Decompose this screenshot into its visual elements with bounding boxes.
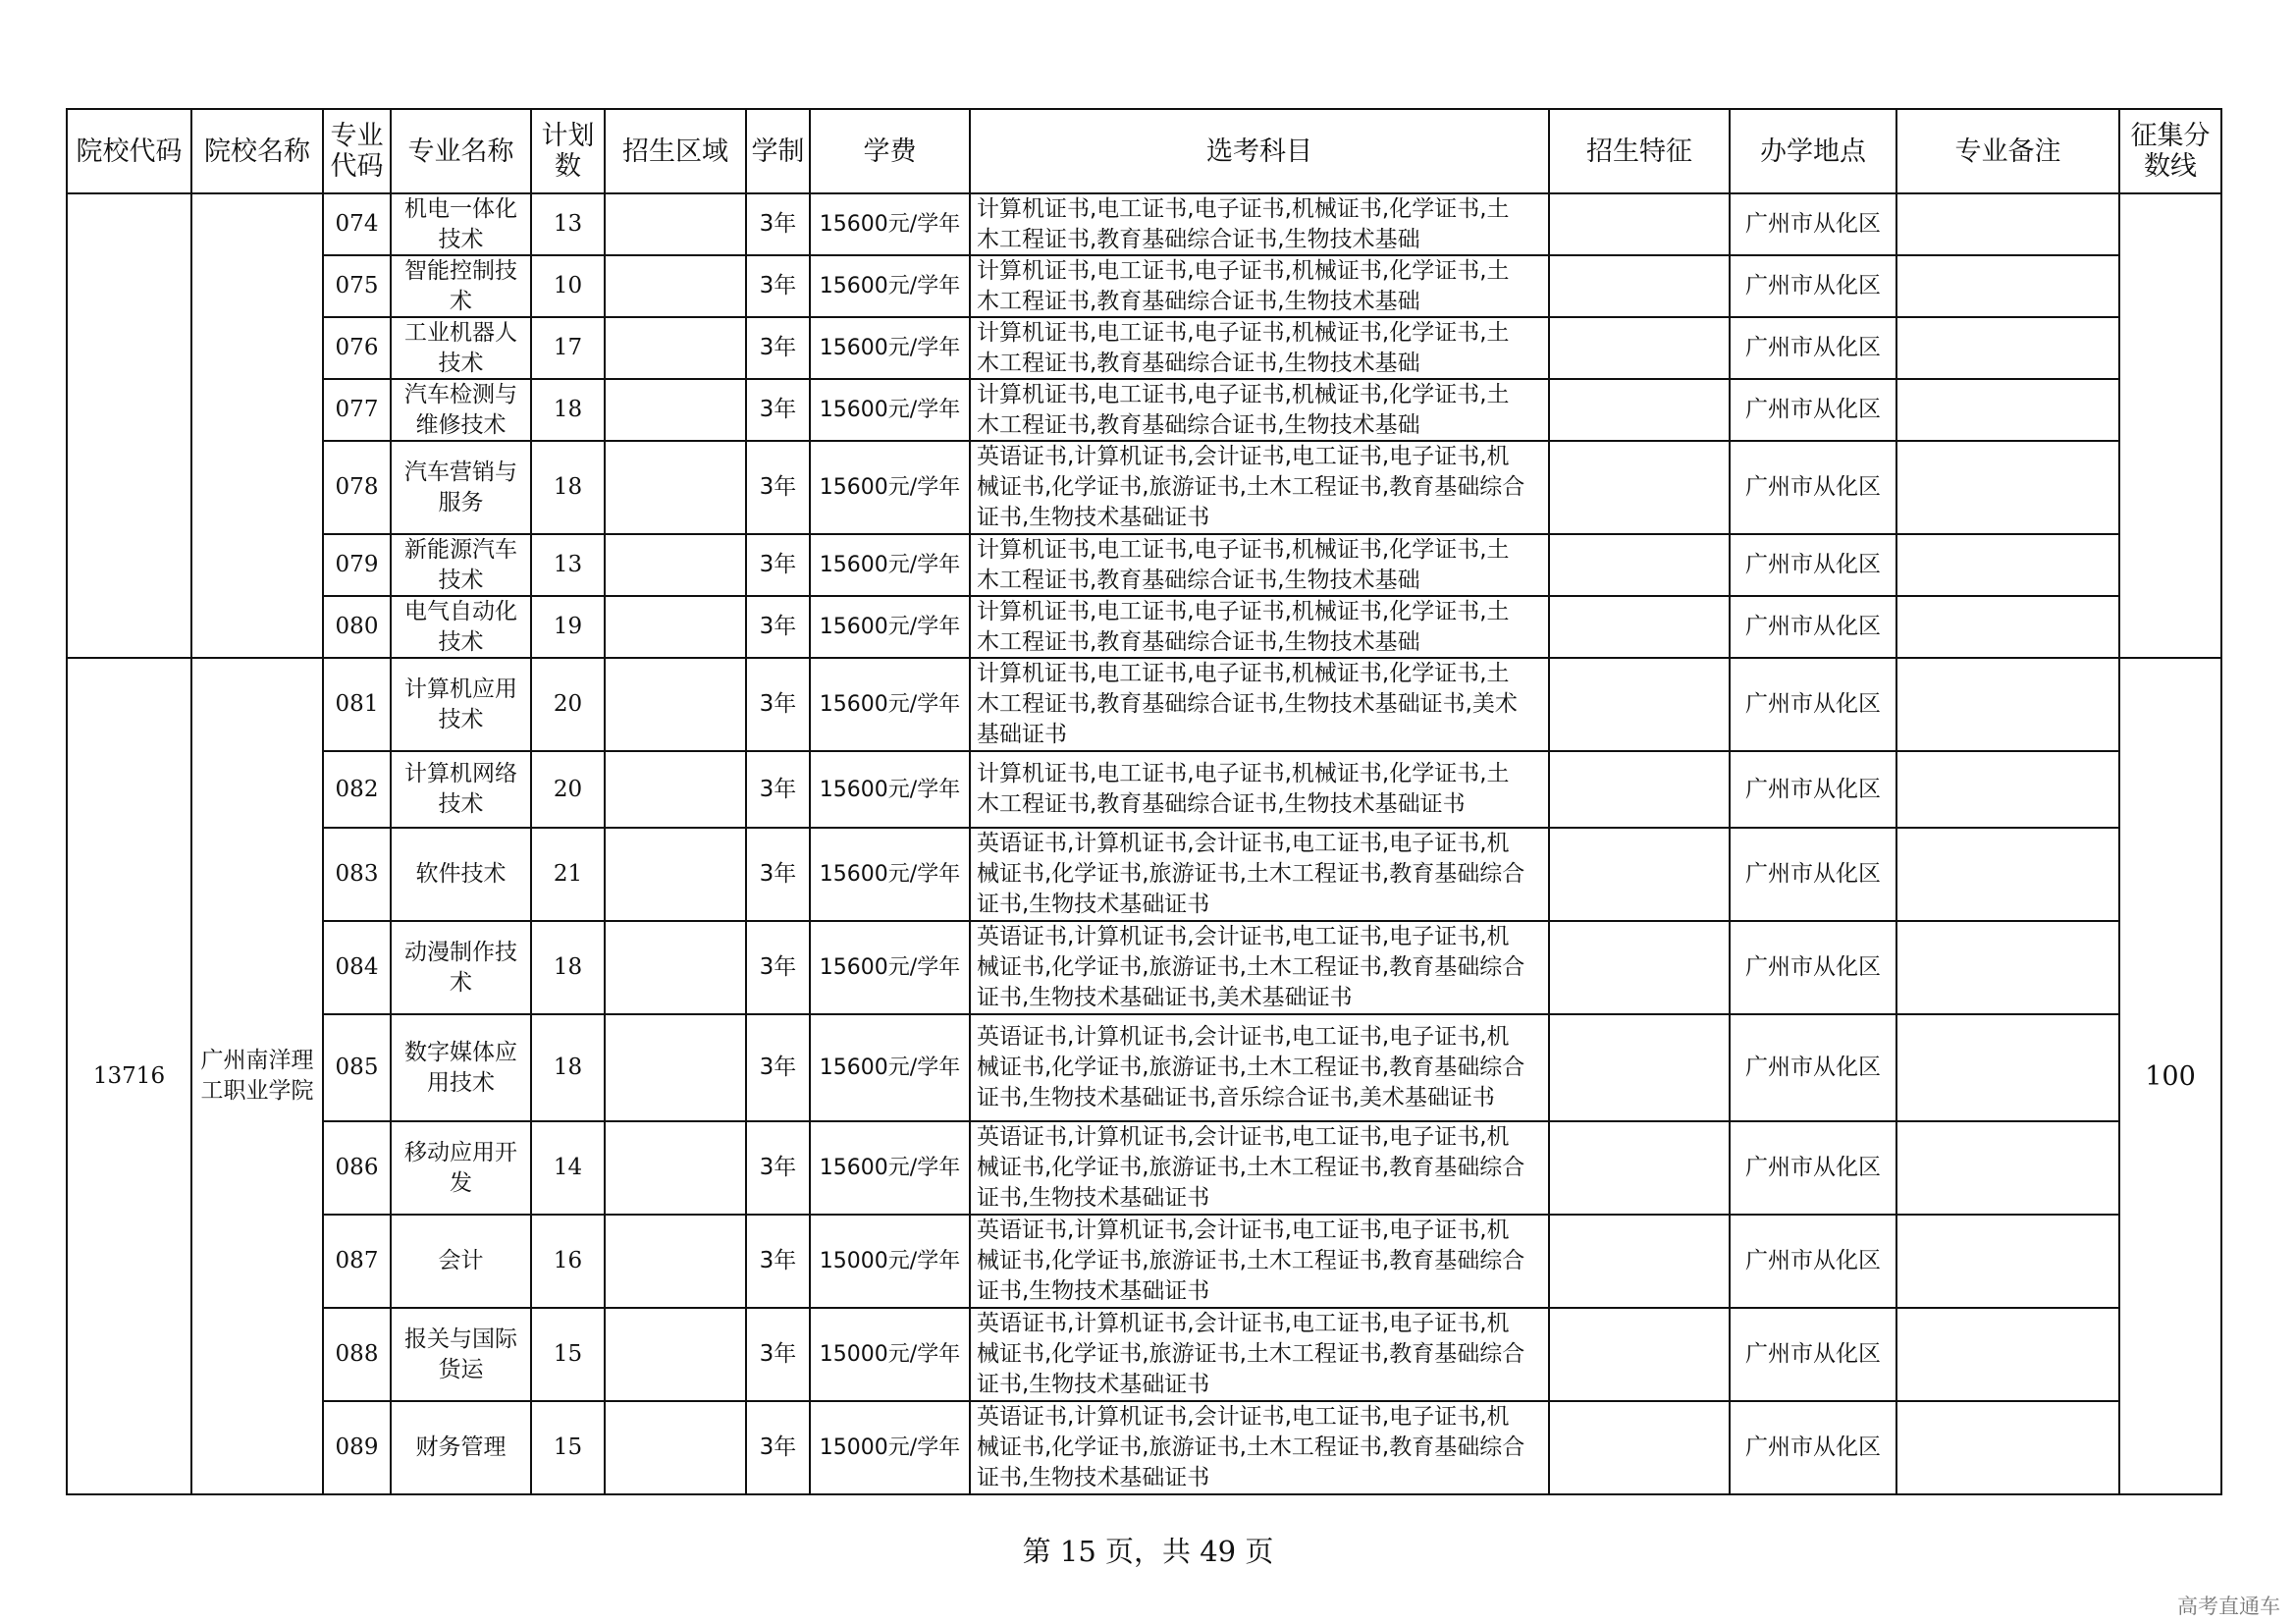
subjects-cell: [970, 1121, 1549, 1215]
watermark: 高考直通车: [2177, 1595, 2280, 1618]
table-row: [67, 1215, 2221, 1308]
subjects-text: 英语证书,计算机证书,会计证书,电工证书,电子证书,机械证书,化学证书,旅游证书,土木工程证书,教育基础综合证书,生物技术基础证书,美术基础证书: [977, 924, 1525, 1010]
page-number: 第 15 页，共 49 页: [1022, 1535, 1274, 1568]
tuition-cell: 15000元/学年: [810, 1215, 970, 1308]
duration-cell: 3年: [746, 1014, 810, 1121]
tuition-cell: 15000元/学年: [810, 1308, 970, 1401]
tuition-cell: 15600元/学年: [810, 317, 970, 379]
remark-cell: [1896, 658, 2119, 751]
plan-cell: 14: [531, 1121, 605, 1215]
subjects-text: 英语证书,计算机证书,会计证书,电工证书,电子证书,机械证书,化学证书,旅游证书,土木工程证书,教育基础综合证书,生物技术基础证书: [977, 1404, 1525, 1490]
school-name-cell: [191, 658, 323, 1494]
subjects-cell: [970, 1401, 1549, 1494]
feature-cell: [1549, 1121, 1730, 1215]
remark-cell: [1896, 1401, 2119, 1494]
region-cell: [605, 658, 746, 751]
header-score: [2119, 109, 2221, 193]
major-code-cell: 081: [323, 658, 391, 751]
header-subjects: 选考科目: [970, 109, 1549, 193]
plan-cell: 21: [531, 828, 605, 921]
plan-cell: 15: [531, 1308, 605, 1401]
feature-cell: [1549, 441, 1730, 534]
major-code-cell: 085: [323, 1014, 391, 1121]
subjects-text: 英语证书,计算机证书,会计证书,电工证书,电子证书,机械证书,化学证书,旅游证书,土木工程证书,教育基础综合证书,生物技术基础证书: [977, 1124, 1525, 1211]
major-name: 机电一体化技术: [404, 196, 517, 252]
major-code-cell: 086: [323, 1121, 391, 1215]
duration-cell: 3年: [746, 1215, 810, 1308]
subjects-text: 英语证书,计算机证书,会计证书,电工证书,电子证书,机械证书,化学证书,旅游证书,土木工程证书,教育基础综合证书,生物技术基础证书: [977, 1218, 1525, 1304]
subjects-cell: [970, 1308, 1549, 1401]
region-cell: [605, 1121, 746, 1215]
major-code-cell: 075: [323, 255, 391, 317]
subjects-cell: [970, 1215, 1549, 1308]
region-cell: [605, 534, 746, 596]
subjects-text: 英语证书,计算机证书,会计证书,电工证书,电子证书,机械证书,化学证书,旅游证书,土木工程证书,教育基础综合证书,生物技术基础证书: [977, 1311, 1525, 1397]
subjects-cell: [970, 534, 1549, 596]
table-row: [67, 255, 2221, 317]
header-major-code-text: 专业代码: [330, 121, 384, 182]
major-name-cell: [391, 1121, 531, 1215]
major-name-cell: [391, 1401, 531, 1494]
region-cell: [605, 379, 746, 441]
school-name-cell-group-1: [191, 193, 323, 658]
table-row: [67, 193, 2221, 255]
major-name: 智能控制技术: [404, 258, 517, 314]
remark-cell: [1896, 534, 2119, 596]
header-region: 招生区域: [605, 109, 746, 193]
region-cell: [605, 596, 746, 658]
major-code-cell: 089: [323, 1401, 391, 1494]
major-name-cell: [391, 1014, 531, 1121]
major-name: 计算机应用技术: [404, 676, 517, 732]
subjects-text: 英语证书,计算机证书,会计证书,电工证书,电子证书,机械证书,化学证书,旅游证书,土木工程证书,教育基础综合证书,生物技术基础证书,音乐综合证书,美术基础证书: [977, 1024, 1525, 1110]
duration-cell: 3年: [746, 1401, 810, 1494]
major-name-cell: [391, 534, 531, 596]
remark-cell: [1896, 441, 2119, 534]
major-code-cell: 088: [323, 1308, 391, 1401]
major-code-cell: 084: [323, 921, 391, 1014]
major-code-cell: 074: [323, 193, 391, 255]
major-name: 软件技术: [415, 861, 507, 887]
header-feature: 招生特征: [1549, 109, 1730, 193]
header-major-name: 专业名称: [391, 109, 531, 193]
table-header-row: [67, 109, 2221, 193]
location-cell: 广州市从化区: [1730, 441, 1896, 534]
duration-cell: 3年: [746, 751, 810, 828]
subjects-text: 计算机证书,电工证书,电子证书,机械证书,化学证书,土木工程证书,教育基础综合证书,生物技术基础: [977, 196, 1510, 252]
table-row: [67, 658, 2221, 751]
table-row: [67, 1121, 2221, 1215]
duration-cell: 3年: [746, 658, 810, 751]
major-name: 工业机器人技术: [404, 320, 517, 376]
location-cell: 广州市从化区: [1730, 658, 1896, 751]
remark-cell: [1896, 1308, 2119, 1401]
plan-cell: 18: [531, 441, 605, 534]
remark-cell: [1896, 317, 2119, 379]
region-cell: [605, 1215, 746, 1308]
location-cell: 广州市从化区: [1730, 534, 1896, 596]
remark-cell: [1896, 751, 2119, 828]
duration-cell: 3年: [746, 1308, 810, 1401]
location-cell: 广州市从化区: [1730, 596, 1896, 658]
table-row: [67, 441, 2221, 534]
table-row: [67, 921, 2221, 1014]
major-name-cell: [391, 441, 531, 534]
major-name-cell: [391, 1215, 531, 1308]
duration-cell: 3年: [746, 596, 810, 658]
location-cell: 广州市从化区: [1730, 1401, 1896, 1494]
table-row: [67, 828, 2221, 921]
major-name-cell: [391, 193, 531, 255]
plan-cell: 10: [531, 255, 605, 317]
major-name: 报关与国际货运: [404, 1326, 517, 1382]
region-cell: [605, 1014, 746, 1121]
school-code-cell: 13716: [67, 658, 191, 1494]
header-remark: 专业备注: [1896, 109, 2119, 193]
remark-cell: [1896, 193, 2119, 255]
feature-cell: [1549, 255, 1730, 317]
major-name-cell: [391, 751, 531, 828]
location-cell: 广州市从化区: [1730, 193, 1896, 255]
tuition-cell: 15600元/学年: [810, 751, 970, 828]
subjects-text: 计算机证书,电工证书,电子证书,机械证书,化学证书,土木工程证书,教育基础综合证书,生物技术基础: [977, 599, 1510, 655]
location-cell: 广州市从化区: [1730, 379, 1896, 441]
remark-cell: [1896, 921, 2119, 1014]
tuition-cell: 15600元/学年: [810, 534, 970, 596]
table-row: [67, 751, 2221, 828]
location-cell: 广州市从化区: [1730, 1308, 1896, 1401]
table-row: [67, 1308, 2221, 1401]
region-cell: [605, 317, 746, 379]
plan-cell: 13: [531, 193, 605, 255]
table-row: [67, 317, 2221, 379]
header-location: 办学地点: [1730, 109, 1896, 193]
major-code-cell: 083: [323, 828, 391, 921]
tuition-cell: 15600元/学年: [810, 441, 970, 534]
location-cell: 广州市从化区: [1730, 828, 1896, 921]
header-plan-text: 计划数: [541, 121, 595, 182]
major-name: 汽车检测与维修技术: [404, 382, 517, 438]
header-score-text: 征集分数线: [2130, 121, 2211, 182]
major-code-cell: 082: [323, 751, 391, 828]
major-name: 移动应用开发: [404, 1139, 517, 1196]
plan-cell: 18: [531, 379, 605, 441]
plan-cell: 16: [531, 1215, 605, 1308]
major-name: 会计: [438, 1248, 484, 1273]
plan-cell: 19: [531, 596, 605, 658]
plan-cell: 18: [531, 1014, 605, 1121]
school-name: 广州南洋理工职业学院: [200, 1048, 314, 1104]
subjects-cell: [970, 317, 1549, 379]
subjects-cell: [970, 828, 1549, 921]
subjects-text: 计算机证书,电工证书,电子证书,机械证书,化学证书,土木工程证书,教育基础综合证书,生物技术基础证书,美术基础证书: [977, 661, 1518, 747]
feature-cell: [1549, 658, 1730, 751]
remark-cell: [1896, 1215, 2119, 1308]
plan-cell: 20: [531, 751, 605, 828]
major-name: 新能源汽车技术: [404, 537, 517, 593]
feature-cell: [1549, 534, 1730, 596]
duration-cell: 3年: [746, 921, 810, 1014]
subjects-text: 英语证书,计算机证书,会计证书,电工证书,电子证书,机械证书,化学证书,旅游证书,土木工程证书,教育基础综合证书,生物技术基础证书: [977, 831, 1525, 917]
region-cell: [605, 441, 746, 534]
subjects-cell: [970, 596, 1549, 658]
tuition-cell: 15600元/学年: [810, 255, 970, 317]
duration-cell: 3年: [746, 534, 810, 596]
feature-cell: [1549, 596, 1730, 658]
feature-cell: [1549, 751, 1730, 828]
major-code-cell: 076: [323, 317, 391, 379]
subjects-text: 英语证书,计算机证书,会计证书,电工证书,电子证书,机械证书,化学证书,旅游证书,土木工程证书,教育基础综合证书,生物技术基础证书: [977, 444, 1525, 530]
plan-cell: 15: [531, 1401, 605, 1494]
remark-cell: [1896, 255, 2119, 317]
subjects-cell: [970, 441, 1549, 534]
subjects-cell: [970, 379, 1549, 441]
table-row: [67, 534, 2221, 596]
feature-cell: [1549, 1014, 1730, 1121]
header-school-name: 院校名称: [191, 109, 323, 193]
subjects-cell: [970, 921, 1549, 1014]
remark-cell: [1896, 379, 2119, 441]
admission-table: [66, 108, 2222, 1495]
subjects-cell: [970, 658, 1549, 751]
tuition-cell: 15600元/学年: [810, 193, 970, 255]
score-cell-group-1: [2119, 193, 2221, 658]
tuition-cell: 15600元/学年: [810, 379, 970, 441]
major-name-cell: [391, 317, 531, 379]
table-row: [67, 1401, 2221, 1494]
major-name: 财务管理: [415, 1435, 507, 1460]
major-code-cell: 078: [323, 441, 391, 534]
duration-cell: 3年: [746, 379, 810, 441]
major-code-cell: 087: [323, 1215, 391, 1308]
feature-cell: [1549, 1308, 1730, 1401]
region-cell: [605, 828, 746, 921]
location-cell: 广州市从化区: [1730, 255, 1896, 317]
major-code-cell: 077: [323, 379, 391, 441]
major-code-cell: 080: [323, 596, 391, 658]
tuition-cell: 15600元/学年: [810, 921, 970, 1014]
major-code-cell: 079: [323, 534, 391, 596]
school-code-cell-group-1: [67, 193, 191, 658]
header-major-code: [323, 109, 391, 193]
plan-cell: 20: [531, 658, 605, 751]
major-name-cell: [391, 379, 531, 441]
subjects-text: 计算机证书,电工证书,电子证书,机械证书,化学证书,土木工程证书,教育基础综合证书,生物技术基础: [977, 382, 1510, 438]
tuition-cell: 15000元/学年: [810, 1401, 970, 1494]
remark-cell: [1896, 596, 2119, 658]
region-cell: [605, 1308, 746, 1401]
duration-cell: 3年: [746, 255, 810, 317]
plan-cell: 13: [531, 534, 605, 596]
duration-cell: 3年: [746, 193, 810, 255]
tuition-cell: 15600元/学年: [810, 596, 970, 658]
major-name-cell: [391, 921, 531, 1014]
table-body: [67, 193, 2221, 1494]
duration-cell: 3年: [746, 1121, 810, 1215]
tuition-cell: 15600元/学年: [810, 828, 970, 921]
major-name-cell: [391, 658, 531, 751]
feature-cell: [1549, 921, 1730, 1014]
tuition-cell: 15600元/学年: [810, 658, 970, 751]
table-row: [67, 379, 2221, 441]
header-plan: [531, 109, 605, 193]
score-cell: 100: [2119, 658, 2221, 1494]
duration-cell: 3年: [746, 317, 810, 379]
tuition-cell: 15600元/学年: [810, 1121, 970, 1215]
region-cell: [605, 255, 746, 317]
feature-cell: [1549, 828, 1730, 921]
remark-cell: [1896, 1014, 2119, 1121]
major-name-cell: [391, 596, 531, 658]
tuition-cell: 15600元/学年: [810, 1014, 970, 1121]
region-cell: [605, 1401, 746, 1494]
header-duration: 学制: [746, 109, 810, 193]
region-cell: [605, 921, 746, 1014]
duration-cell: 3年: [746, 828, 810, 921]
duration-cell: 3年: [746, 441, 810, 534]
major-name-cell: [391, 828, 531, 921]
subjects-text: 计算机证书,电工证书,电子证书,机械证书,化学证书,土木工程证书,教育基础综合证书,生物技术基础: [977, 320, 1510, 376]
major-name: 数字媒体应用技术: [404, 1039, 517, 1096]
plan-cell: 18: [531, 921, 605, 1014]
subjects-text: 计算机证书,电工证书,电子证书,机械证书,化学证书,土木工程证书,教育基础综合证书,生物技术基础: [977, 258, 1510, 314]
location-cell: 广州市从化区: [1730, 751, 1896, 828]
table-row: [67, 596, 2221, 658]
subjects-cell: [970, 255, 1549, 317]
subjects-text: 计算机证书,电工证书,电子证书,机械证书,化学证书,土木工程证书,教育基础综合证书,生物技术基础证书: [977, 761, 1510, 817]
remark-cell: [1896, 828, 2119, 921]
location-cell: 广州市从化区: [1730, 1215, 1896, 1308]
major-name-cell: [391, 1308, 531, 1401]
remark-cell: [1896, 1121, 2119, 1215]
feature-cell: [1549, 193, 1730, 255]
location-cell: 广州市从化区: [1730, 1014, 1896, 1121]
region-cell: [605, 193, 746, 255]
major-name: 动漫制作技术: [404, 939, 517, 996]
table-row: [67, 1014, 2221, 1121]
location-cell: 广州市从化区: [1730, 921, 1896, 1014]
feature-cell: [1549, 379, 1730, 441]
plan-cell: 17: [531, 317, 605, 379]
feature-cell: [1549, 317, 1730, 379]
major-name-cell: [391, 255, 531, 317]
header-school-code: 院校代码: [67, 109, 191, 193]
subjects-cell: [970, 193, 1549, 255]
subjects-text: 计算机证书,电工证书,电子证书,机械证书,化学证书,土木工程证书,教育基础综合证书,生物技术基础: [977, 537, 1510, 593]
major-name: 汽车营销与服务: [404, 459, 517, 515]
feature-cell: [1549, 1401, 1730, 1494]
major-name: 电气自动化技术: [404, 599, 517, 655]
subjects-cell: [970, 751, 1549, 828]
header-tuition: 学费: [810, 109, 970, 193]
feature-cell: [1549, 1215, 1730, 1308]
region-cell: [605, 751, 746, 828]
subjects-cell: [970, 1014, 1549, 1121]
major-name: 计算机网络技术: [404, 761, 517, 817]
location-cell: 广州市从化区: [1730, 317, 1896, 379]
location-cell: 广州市从化区: [1730, 1121, 1896, 1215]
